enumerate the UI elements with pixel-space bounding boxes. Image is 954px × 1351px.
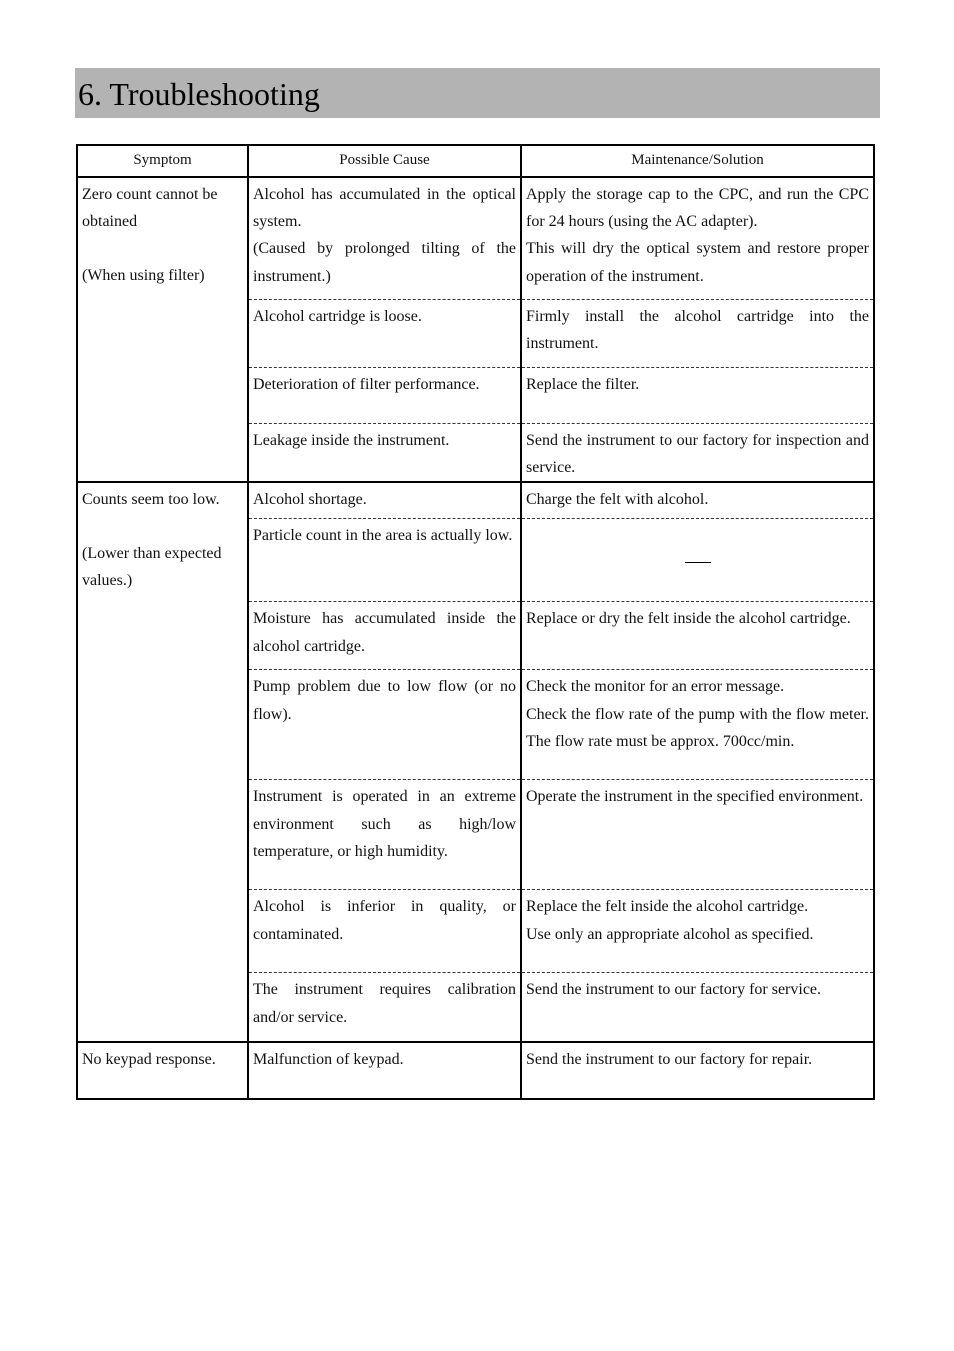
cause-text: Particle count in the area is actually low. [253, 527, 513, 545]
solution-cell [521, 973, 874, 1042]
symptom-text: No keypad response. [82, 1050, 216, 1068]
cause-cell [248, 367, 521, 423]
solution-cell [521, 602, 874, 670]
symptom-text: Zero count cannot be obtained [82, 186, 218, 231]
cause-text: Moisture has accumulated inside the alcohol cartridge. [253, 610, 516, 655]
table-header-row [77, 145, 874, 177]
header-maintenance-solution: Maintenance/Solution [521, 145, 874, 177]
solution-text: Replace or dry the felt inside the alcohol cartridge. [526, 610, 851, 628]
cause-cell [248, 177, 521, 299]
cause-text: Alcohol has accumulated in the optical system. [253, 186, 516, 231]
symptom-cell [77, 177, 248, 482]
solution-text: Firmly install the alcohol cartridge into the instrument. [526, 307, 869, 352]
solution-cell [521, 482, 874, 519]
header-symptom: Symptom [77, 145, 248, 177]
table-row [77, 1042, 874, 1099]
cause-cell [248, 423, 521, 482]
cause-cell [248, 780, 521, 890]
cause-cell [248, 602, 521, 670]
cause-cell [248, 973, 521, 1042]
cause-text: (Caused by prolonged tilting of the instrument.) [253, 240, 516, 285]
cause-cell [248, 670, 521, 780]
solution-cell [521, 423, 874, 482]
symptom-text: (When using filter) [82, 267, 205, 285]
solution-text: This will dry the optical system and restore proper operation of the instrument. [526, 240, 869, 285]
solution-cell [521, 177, 874, 299]
table-row [77, 482, 874, 519]
solution-cell [521, 670, 874, 780]
solution-text: Operate the instrument in the specified environment. [526, 788, 864, 806]
symptom-text: (Lower than expected values.) [82, 545, 222, 590]
solution-text: Use only an appropriate alcohol as specified. [526, 925, 814, 943]
solution-text: Replace the felt inside the alcohol cartridge. [526, 898, 809, 916]
table-row [77, 177, 874, 299]
solution-cell [521, 519, 874, 602]
cause-text: The instrument requires calibration and/or service. [253, 981, 516, 1026]
symptom-cell [77, 1042, 248, 1099]
symptom-cell [77, 482, 248, 1042]
solution-cell [521, 780, 874, 890]
cause-cell [248, 1042, 521, 1099]
solution-cell [521, 1042, 874, 1099]
cause-text: Leakage inside the instrument. [253, 431, 450, 449]
cause-text: Alcohol shortage. [253, 490, 367, 508]
symptom-text: Counts seem too low. [82, 490, 220, 508]
solution-text: Send the instrument to our factory for repair. [526, 1050, 813, 1068]
solution-text: Apply the storage cap to the CPC, and run the CPC for 24 hours (using the AC adapter). [526, 186, 869, 231]
solution-cell [521, 299, 874, 367]
no-solution-dash [685, 562, 711, 563]
symptom-text [82, 513, 243, 540]
section-header-banner [75, 68, 880, 118]
solution-text: Replace the filter. [526, 375, 640, 393]
cause-cell [248, 482, 521, 519]
solution-text: Charge the felt with alcohol. [526, 490, 709, 508]
cause-cell [248, 890, 521, 973]
solution-cell [521, 890, 874, 973]
troubleshooting-table [76, 144, 875, 1100]
solution-text: Check the monitor for an error message. [526, 678, 785, 696]
cause-text: Alcohol is inferior in quality, or contaminated. [253, 898, 516, 943]
solution-text: Send the instrument to our factory for inspection and service. [526, 431, 869, 476]
cause-cell [248, 519, 521, 602]
cause-text: Pump problem due to low flow (or no flow). [253, 678, 516, 723]
solution-text: Check the flow rate of the pump with the flow meter. The flow rate must be approx. 700cc/min. [526, 705, 869, 750]
cause-text: Instrument is operated in an extreme environment such as high/low temperature, or high humidity. [253, 788, 516, 860]
header-possible-cause: Possible Cause [248, 145, 521, 177]
symptom-text [82, 235, 243, 262]
solution-text: Send the instrument to our factory for service. [526, 981, 822, 999]
cause-text: Alcohol cartridge is loose. [253, 307, 422, 325]
solution-cell [521, 367, 874, 423]
cause-text: Deterioration of filter performance. [253, 375, 480, 393]
cause-text: Malfunction of keypad. [253, 1050, 404, 1068]
page-title: 6. Troubleshooting [78, 76, 320, 112]
cause-cell [248, 299, 521, 367]
